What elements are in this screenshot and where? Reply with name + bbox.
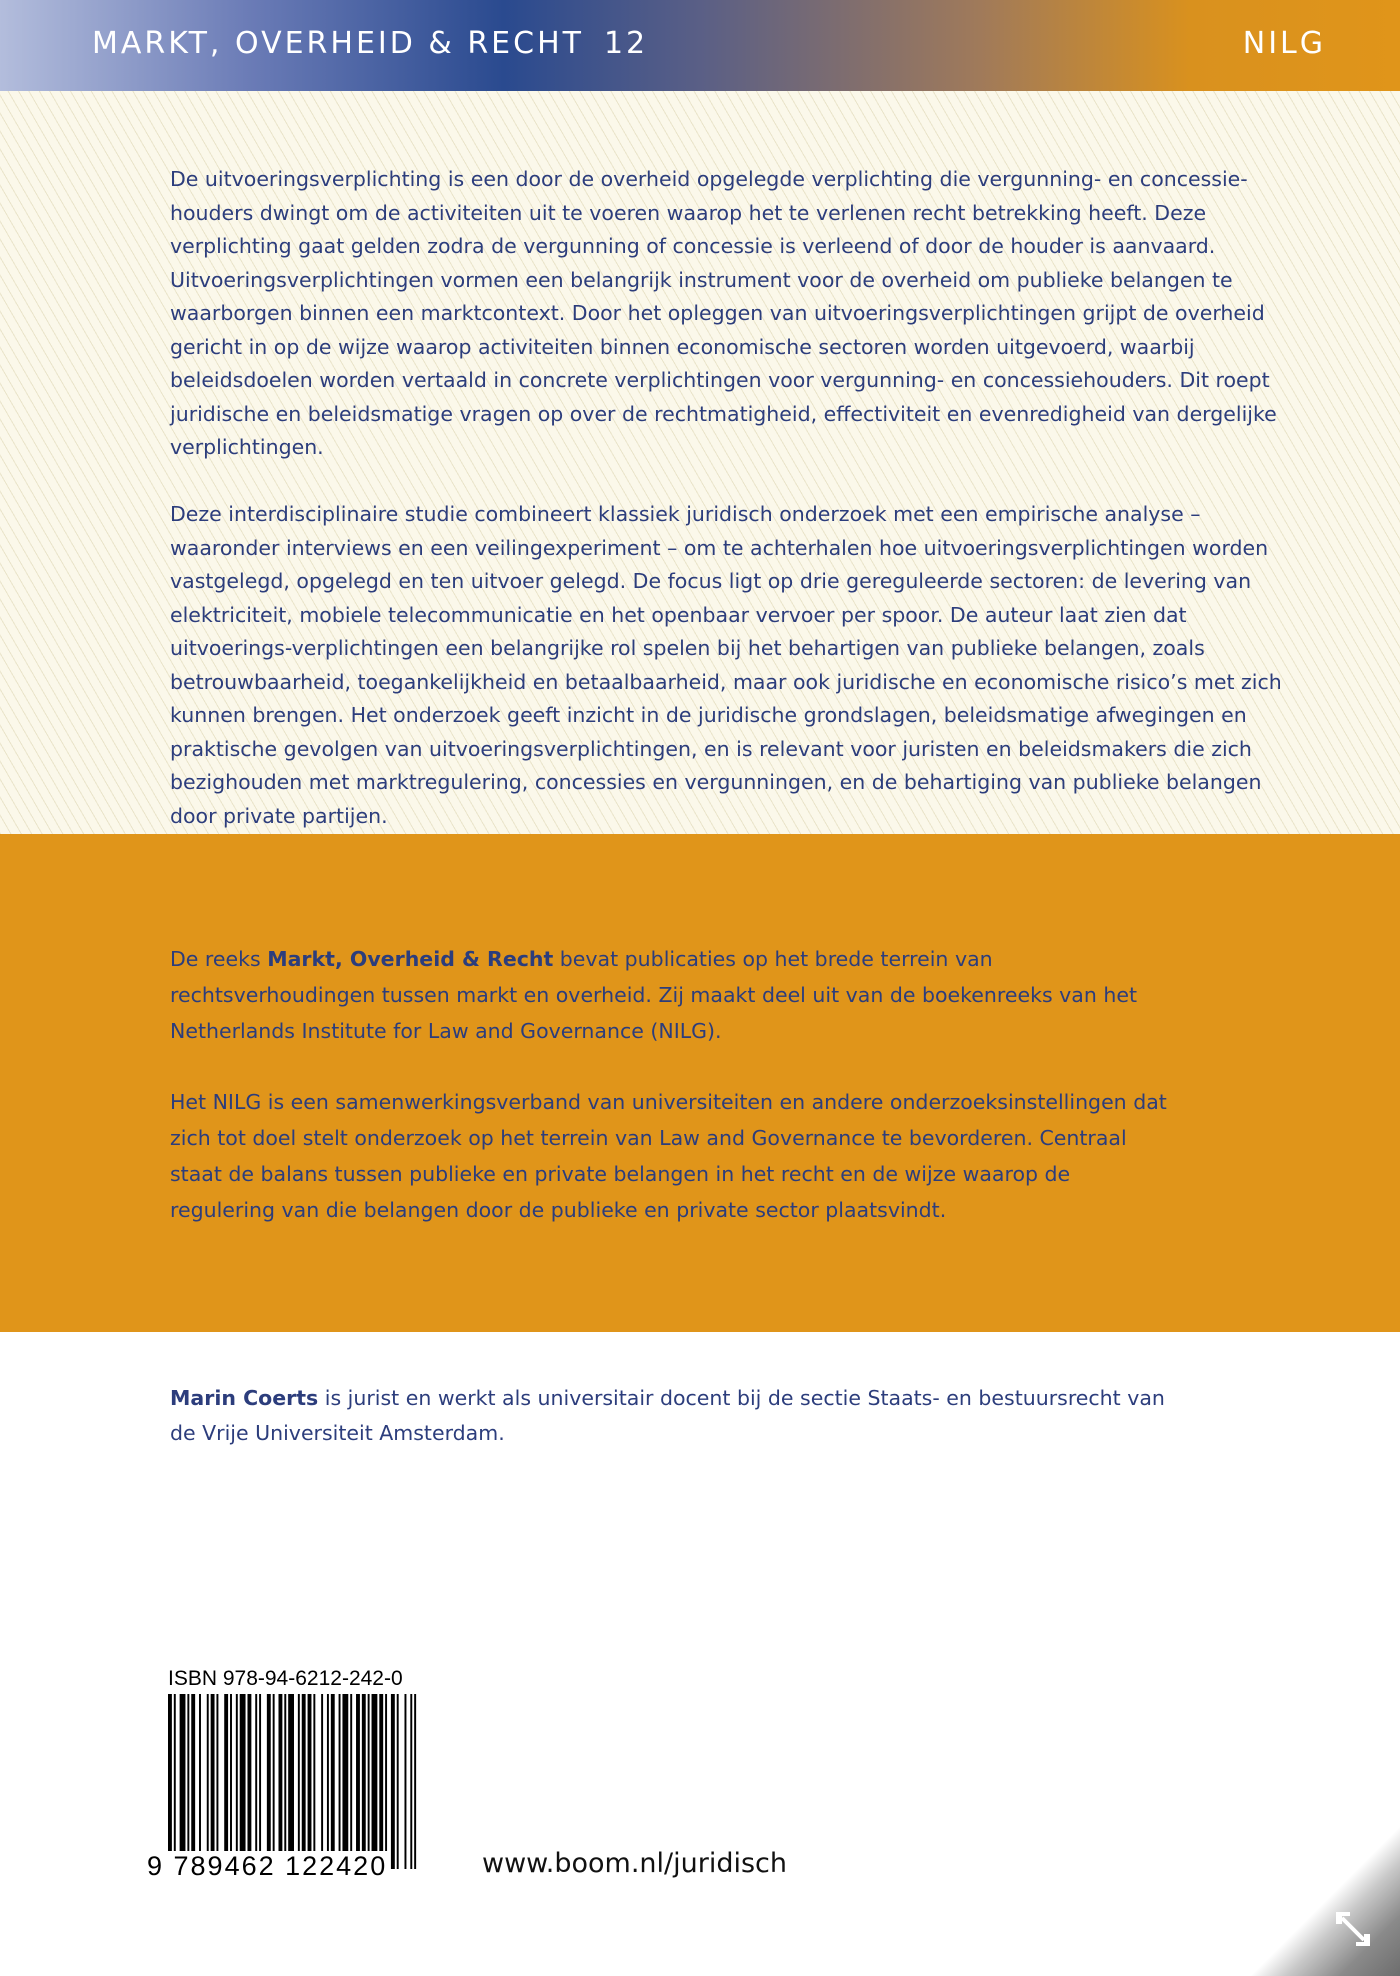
barcode-bar <box>313 1694 315 1869</box>
series-desc-rest: bevat publicaties op het brede terrein van rechtsverhoudingen tussen markt en overheid. Zij maakt deel uit van de boekenreeks van het Netherlands Institute for Law and Governance (NILG). <box>170 947 1138 1043</box>
author-bio-text: is jurist en werkt als universitair docent bij de sectie Staats- en bestuursrecht van de Vrije Universiteit Amsterdam. <box>170 1386 1165 1445</box>
barcode-bar <box>385 1694 387 1869</box>
series-info-section <box>0 834 1400 1332</box>
series-description <box>170 941 1170 1049</box>
barcode-bar <box>372 1694 378 1869</box>
author-bio <box>170 1381 1170 1451</box>
barcode-bar <box>230 1694 232 1869</box>
publisher-website: www.boom.nl/juridisch <box>482 1848 788 1879</box>
barcode-bar <box>379 1694 383 1869</box>
barcode-bar <box>321 1694 323 1869</box>
barcode-bar <box>278 1694 282 1869</box>
nilg-description: Het NILG is een samenwerkingsverband van universiteiten en andere onderzoeksinstellingen dat zich tot doel stelt onderzoek op het terrein van Law and Governance te bevorderen. Centraal staat de balans tussen publieke en private belangen in het recht en de wijze waarop de regulering van die belangen door de publieke en private sector plaatsvindt. <box>170 1090 1167 1222</box>
series-title <box>92 26 648 61</box>
barcode-bar <box>414 1694 416 1869</box>
barcode-bar <box>199 1694 201 1869</box>
series-name-bold: Markt, Overheid & Recht <box>267 947 554 971</box>
blurb-paragraph: Deze interdisciplinaire studie combineert klassiek juridisch onderzoek met een empirische analyse – waaronder interviews en een veilingexperiment – om te achterhalen hoe uitvoeringsverplichtingen worden vastgelegd, opgelegd en ten uitvoer gelegd. De focus ligt op drie gereguleerde sectoren: de levering van elektriciteit, mobiele telecommunicatie en het openbaar vervoer per spoor. De auteur laat zien dat uitvoerings-verplichtingen een belangrijke rol spelen bij het behartigen van publieke belangen, zoals betrouwbaarheid, toegankelijkheid en betaalbaarheid, maar ook juridische en economische risico’s met zich kunnen brengen. Het onderzoek geeft inzicht in de juridische grondslagen, beleidsmatige afwegingen en praktische gevolgen van uitvoeringsverplichtingen, en is relevant voor juristen en beleidsmakers die zich bezighouden met marktregulering, concessies en vergunningen, en de behartiging van publieke belangen door private partijen. <box>170 502 1282 828</box>
barcode-bar <box>298 1694 300 1869</box>
isbn-label: ISBN 978-94-6212-242-0 <box>168 1667 403 1690</box>
barcode-bar <box>273 1694 275 1869</box>
barcode-bar <box>267 1694 271 1869</box>
barcode <box>168 1694 420 1869</box>
barcode-bar <box>362 1694 366 1869</box>
barcode-bar <box>224 1694 228 1869</box>
barcode-bar <box>284 1694 286 1869</box>
barcode-bar <box>308 1694 312 1869</box>
barcode-bar <box>368 1694 370 1869</box>
barcode-bar <box>236 1694 238 1869</box>
barcode-bar <box>255 1694 257 1869</box>
barcode-bar <box>302 1694 306 1869</box>
barcode-bar <box>356 1694 360 1869</box>
barcode-bar <box>180 1694 186 1869</box>
series-desc-prefix: De reeks <box>170 947 268 971</box>
author-name: Marin Coerts <box>170 1386 319 1410</box>
barcode-bar <box>259 1694 261 1869</box>
barcode-bar <box>339 1694 341 1869</box>
barcode-bar <box>404 1694 406 1869</box>
blurb-paragraph: De uitvoeringsverplichting is een door de overheid opgelegde verplichting die vergunning- en concessie-houders dwingt om de activiteiten uit te voeren waarop het te verlenen recht betrekking heeft. Deze verplichting gaat gelden zodra de vergunning of concessie is verleend of door de houder is aanvaard. Uitvoeringsverplichtingen vormen een belangrijk instrument voor de overheid om publieke belangen te waarborgen binnen een marktcontext. Door het opleggen van uitvoeringsverplichtingen grijpt de overheid gericht in op de wijze waarop activiteiten binnen economische sectoren worden uitgevoerd, waarbij beleidsdoelen worden vertaald in concrete verplichtingen voor vergunning- en concessiehouders. Dit roept juridische en beleidsmatige vragen op over de rechtmatigheid, effectiviteit en evenredigheid van dergelijke verplichtingen. <box>170 167 1277 459</box>
barcode-bar <box>168 1694 172 1869</box>
barcode-bar <box>327 1694 329 1869</box>
barcode-bar <box>350 1694 352 1869</box>
series-name: MARKT, OVERHEID & RECHT <box>92 26 584 61</box>
barcode-digits: 9 789462 122420 <box>144 1851 390 1882</box>
barcode-bar <box>410 1694 412 1869</box>
barcode-bar <box>331 1694 335 1869</box>
barcode-bar <box>247 1694 251 1869</box>
barcode-bar <box>288 1694 294 1869</box>
barcode-bar <box>397 1694 399 1869</box>
barcode-bar <box>191 1694 195 1869</box>
barcode-bar <box>391 1694 395 1869</box>
barcode-bar <box>216 1694 218 1869</box>
series-number: 12 <box>603 26 649 61</box>
barcode-bar <box>240 1694 246 1869</box>
series-header-band <box>0 0 1400 91</box>
barcode-bar <box>342 1694 348 1869</box>
institute-mark: NILG <box>1242 26 1326 61</box>
barcode-bar <box>207 1694 209 1869</box>
blurb-section <box>0 91 1400 834</box>
zoom-badge-icon <box>1328 1904 1378 1954</box>
barcode-bar <box>174 1694 176 1869</box>
barcode-bar <box>187 1694 189 1869</box>
barcode-bar <box>211 1694 215 1869</box>
